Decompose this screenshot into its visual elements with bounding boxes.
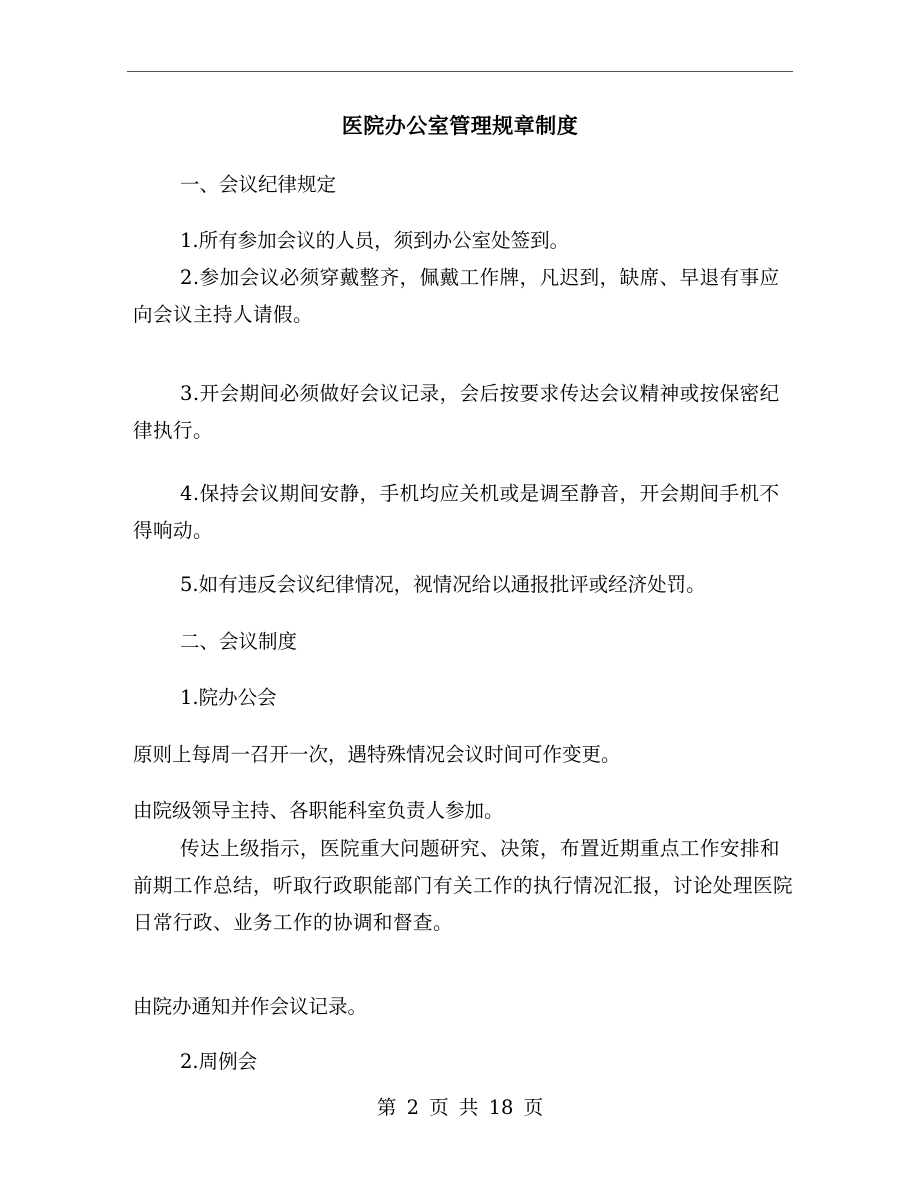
section-heading-meeting-system: 二、会议制度 [180,630,298,653]
document-title: 医院办公室管理规章制度 [341,113,579,138]
subheading-weekly-meeting: 2.周例会 [180,1050,258,1073]
paragraph-sign-in: 1.所有参加会议的人员，须到办公室处签到。 [180,229,570,252]
subheading-hospital-office-meeting: 1.院办公会 [180,686,277,709]
paragraph-violations: 5.如有违反会议纪律情况，视情况给以通报批评或经济处罚。 [180,573,706,596]
paragraph-meeting-host: 由院级领导主持、各职能科室负责人参加。 [133,799,504,822]
paragraph-dress-code: 2.参加会议必须穿戴整齐，佩戴工作牌，凡迟到，缺席、早退有事应向会议主持人请假。 [133,266,780,326]
page-number-footer: 第 2 页 共 18 页 [376,1096,544,1119]
paragraph-meeting-content: 传达上级指示，医院重大问题研究、决策，布置近期重点工作安排和前期工作总结，听取行政职能部门有关工作的执行情况汇报，讨论处理医院日常行政、业务工作的协调和督查。 [133,837,794,934]
paragraph-meeting-records: 3.开会期间必须做好会议记录，会后按要求传达会议精神或按保密纪律执行。 [133,382,780,442]
header-rule [127,71,793,72]
paragraph-meeting-schedule: 原则上每周一召开一次，遇特殊情况会议时间可作变更。 [133,743,621,766]
section-heading-meeting-discipline: 一、会议纪律规定 [180,173,337,196]
paragraph-meeting-notice: 由院办通知并作会议记录。 [133,995,368,1018]
paragraph-phone-silence: 4.保持会议期间安静，手机均应关机或是调至静音，开会期间手机不得响动。 [133,482,780,542]
